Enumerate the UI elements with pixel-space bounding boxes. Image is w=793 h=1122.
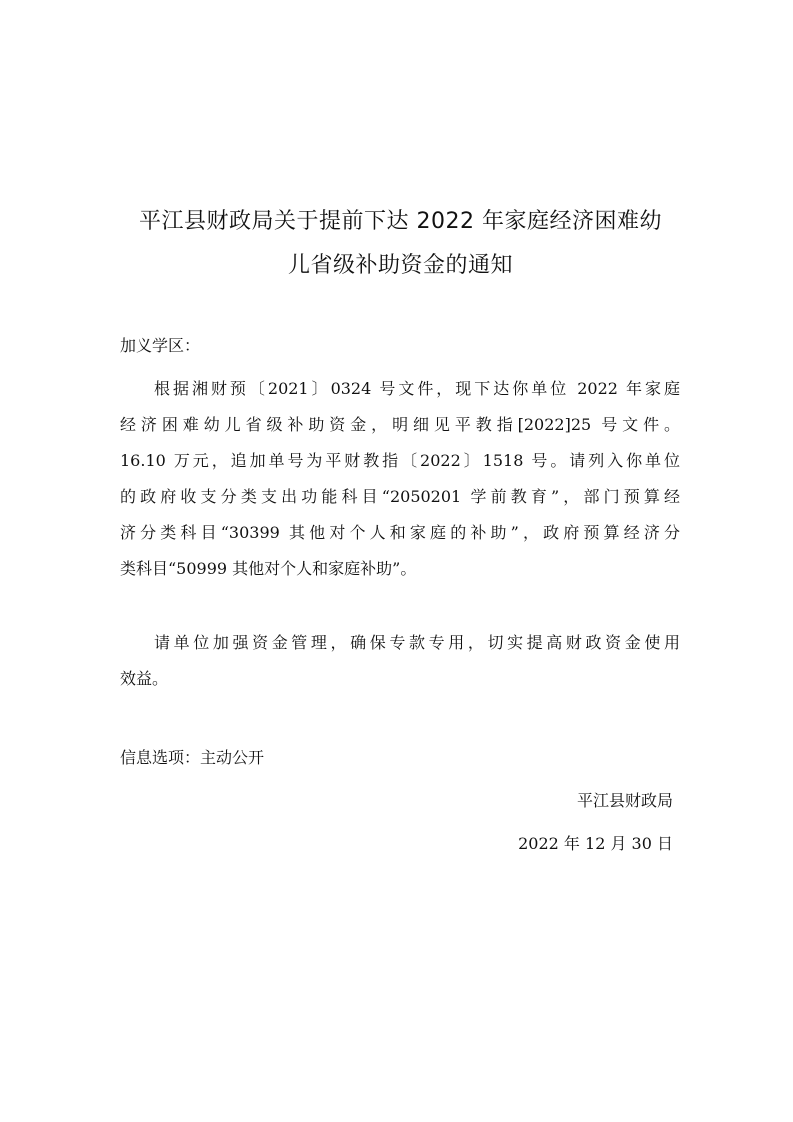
title-line-1: 平江县财政局关于提前下达 2022 年家庭经济困难幼 [139,209,662,234]
paragraph-line: 类科目“50999 其他对个人和家庭补助”。 [120,559,417,578]
paragraph-notice [120,371,680,587]
paragraph-line: 济分类科目“30399 其他对个人和家庭的补助”，政府预算经济分 [120,523,680,542]
paragraph-line: 经济困难幼儿省级补助资金，明细见平教指[2022]25 号文件。 [120,415,680,434]
paragraph-requirement [120,625,680,697]
paragraph-line: 的政府收支分类支出功能科目“2050201 学前教育”，部门预算经 [120,487,680,506]
paragraph-line: 效益。 [120,669,169,688]
document-title [118,200,683,288]
salutation: 加义学区： [120,336,201,355]
paragraph-line: 请单位加强资金管理，确保专款专用，切实提高财政资金使用 [154,633,680,652]
signer: 平江县财政局 [576,791,673,810]
paragraph-line: 根据湘财预〔2021〕0324 号文件，现下达你单位 2022 年家庭 [154,379,680,398]
paragraph-line: 16.10 万元，追加单号为平财教指〔2022〕1518 号。请列入你单位 [120,451,680,470]
disclosure-option: 信息选项：主动公开 [120,748,265,767]
title-line-2: 儿省级补助资金的通知 [287,253,513,278]
issue-date: 2022 年 12 月 30 日 [518,834,673,853]
